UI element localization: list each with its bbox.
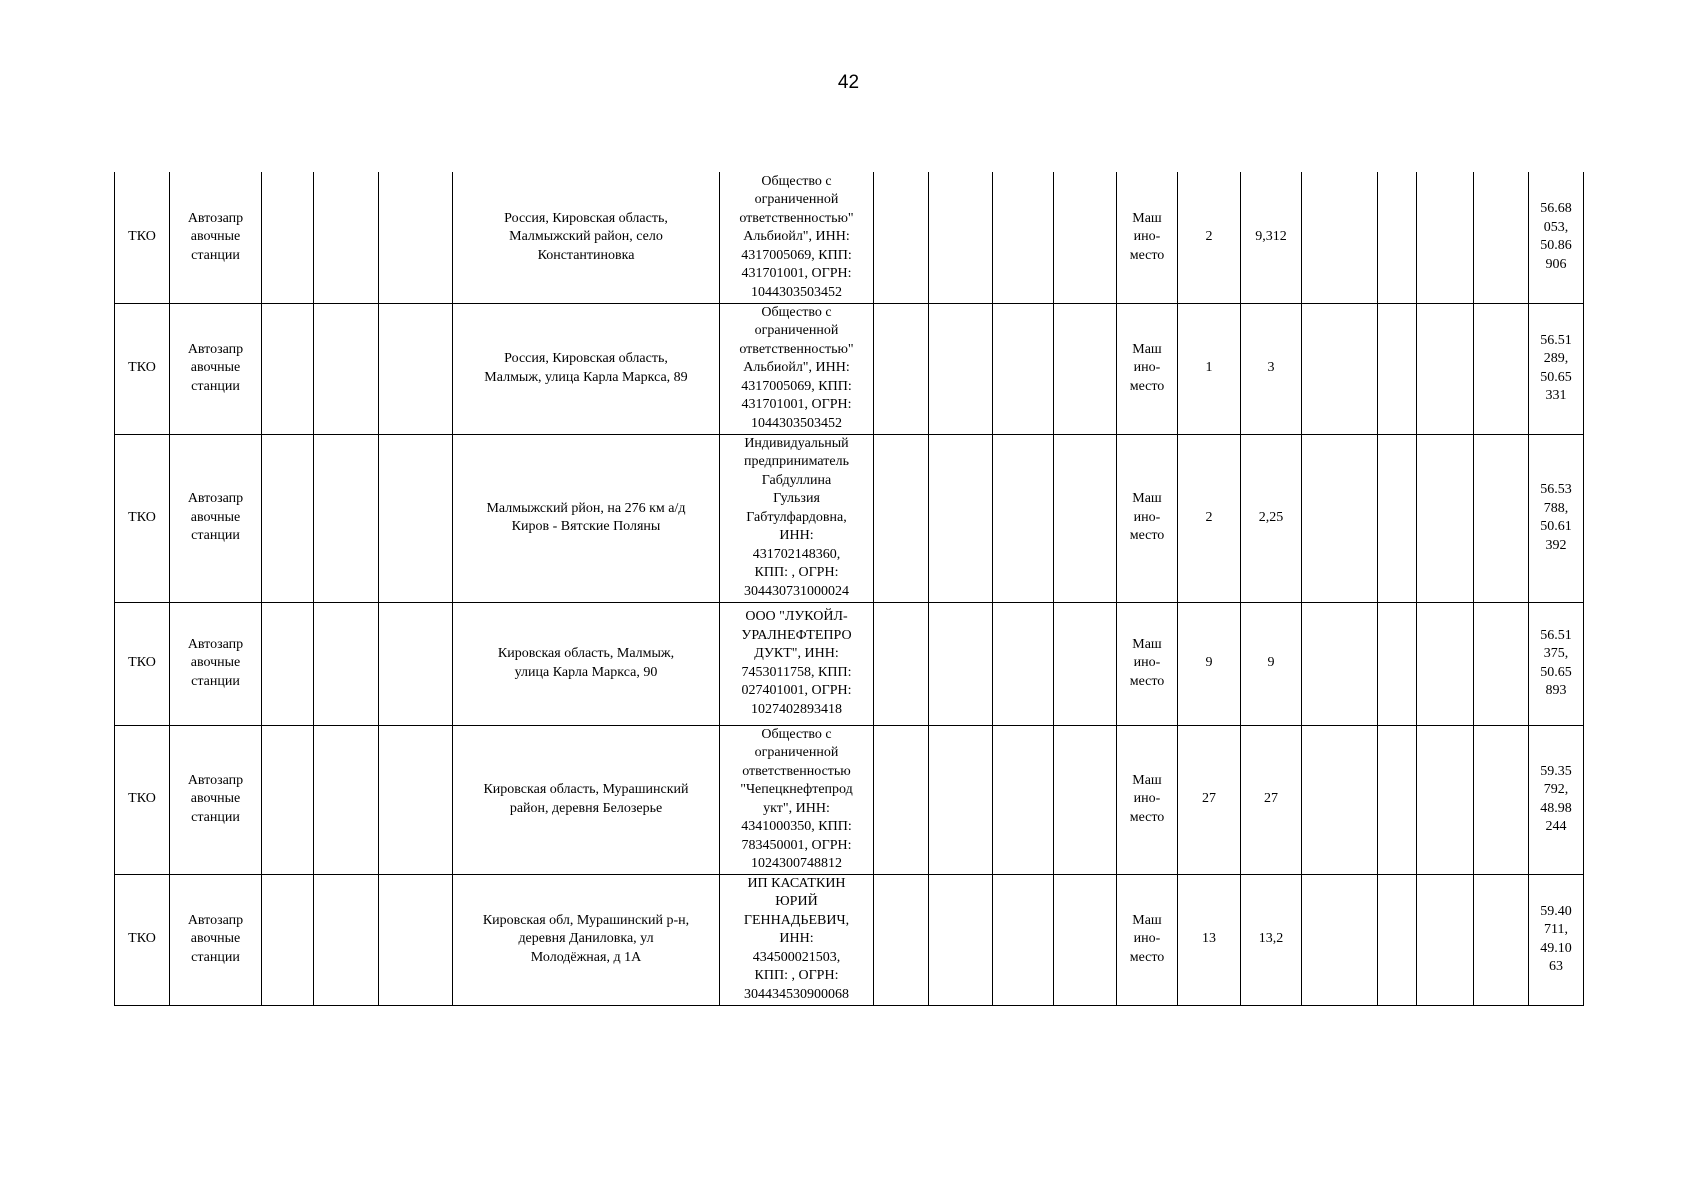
cell-empty	[1417, 172, 1474, 303]
cell-owner: ИП КАСАТКИН ЮРИЙ ГЕННАДЬЕВИЧ, ИНН: 434500021503, КПП: , ОГРН: 304434530900068	[720, 874, 874, 1005]
cell-value: 27	[1241, 725, 1302, 874]
cell-empty	[1302, 172, 1378, 303]
page-number: 42	[837, 72, 860, 93]
cell-coordinates: 56.51 289, 50.65 331	[1529, 303, 1584, 434]
cell-address: Кировская область, Малмыж, улица Карла Маркса, 90	[453, 602, 720, 725]
cell-empty	[1417, 725, 1474, 874]
cell-count: 2	[1178, 172, 1241, 303]
cell-empty	[262, 602, 314, 725]
cell-empty	[314, 434, 379, 602]
table-row	[115, 874, 1584, 1005]
cell-empty	[1474, 172, 1529, 303]
cell-empty	[1378, 172, 1417, 303]
cell-address: Россия, Кировская область, Малмыжский район, село Константиновка	[453, 172, 720, 303]
cell-unit: Маш ино- место	[1117, 172, 1178, 303]
cell-empty	[874, 434, 929, 602]
cell-empty	[262, 874, 314, 1005]
cell-coordinates: 56.51 375, 50.65 893	[1529, 602, 1584, 725]
cell-empty	[1474, 434, 1529, 602]
cell-value: 9,312	[1241, 172, 1302, 303]
cell-empty	[262, 172, 314, 303]
cell-empty	[1054, 303, 1117, 434]
cell-object-type: Автозапр авочные станции	[170, 602, 262, 725]
table-row	[115, 602, 1584, 725]
cell-empty	[1474, 303, 1529, 434]
cell-empty	[1302, 303, 1378, 434]
cell-owner: ООО "ЛУКОЙЛ- УРАЛНЕФТЕПРО ДУКТ", ИНН: 7453011758, КПП: 027401001, ОГРН: 1027402893418	[720, 602, 874, 725]
cell-empty	[1302, 725, 1378, 874]
cell-value: 2,25	[1241, 434, 1302, 602]
cell-empty	[1378, 303, 1417, 434]
cell-empty	[1378, 725, 1417, 874]
cell-empty	[379, 874, 453, 1005]
cell-empty	[1474, 725, 1529, 874]
cell-empty	[929, 602, 993, 725]
cell-empty	[1417, 434, 1474, 602]
cell-object-type: Автозапр авочные станции	[170, 434, 262, 602]
cell-unit: Маш ино- место	[1117, 725, 1178, 874]
cell-empty	[314, 725, 379, 874]
table-row	[115, 303, 1584, 434]
cell-empty	[993, 874, 1054, 1005]
cell-empty	[993, 303, 1054, 434]
cell-empty	[314, 303, 379, 434]
cell-object-type: Автозапр авочные станции	[170, 172, 262, 303]
cell-empty	[1302, 434, 1378, 602]
cell-empty	[262, 434, 314, 602]
cell-address: Кировская обл, Мурашинский р-н, деревня Даниловка, ул Молодёжная, д 1А	[453, 874, 720, 1005]
cell-empty	[874, 725, 929, 874]
cell-empty	[993, 172, 1054, 303]
cell-waste-type: ТКО	[115, 303, 170, 434]
cell-empty	[379, 725, 453, 874]
cell-empty	[929, 725, 993, 874]
cell-value: 9	[1241, 602, 1302, 725]
cell-empty	[1417, 874, 1474, 1005]
cell-owner: Общество с ограниченной ответственностью" Альбиойл", ИНН: 4317005069, КПП: 431701001, ОГРН: 1044303503452	[720, 303, 874, 434]
cell-empty	[1474, 602, 1529, 725]
cell-empty	[1302, 602, 1378, 725]
cell-owner: Общество с ограниченной ответственностью "Чепецкнефтепрод укт", ИНН: 4341000350, КПП: 783450001, ОГРН: 1024300748812	[720, 725, 874, 874]
cell-empty	[993, 725, 1054, 874]
cell-unit: Маш ино- место	[1117, 874, 1178, 1005]
cell-empty	[262, 303, 314, 434]
cell-empty	[874, 874, 929, 1005]
cell-empty	[314, 172, 379, 303]
cell-empty	[1054, 434, 1117, 602]
cell-empty	[379, 303, 453, 434]
cell-address: Россия, Кировская область, Малмыж, улица Карла Маркса, 89	[453, 303, 720, 434]
cell-empty	[1378, 602, 1417, 725]
cell-waste-type: ТКО	[115, 874, 170, 1005]
cell-empty	[929, 172, 993, 303]
cell-empty	[874, 602, 929, 725]
cell-empty	[1378, 874, 1417, 1005]
cell-empty	[1054, 172, 1117, 303]
cell-empty	[1417, 602, 1474, 725]
cell-empty	[1054, 874, 1117, 1005]
cell-empty	[1054, 602, 1117, 725]
cell-coordinates: 56.68 053, 50.86 906	[1529, 172, 1584, 303]
cell-owner: Общество с ограниченной ответственностью" Альбиойл", ИНН: 4317005069, КПП: 431701001, ОГРН: 1044303503452	[720, 172, 874, 303]
cell-count: 2	[1178, 434, 1241, 602]
cell-empty	[314, 874, 379, 1005]
cell-empty	[874, 172, 929, 303]
cell-count: 27	[1178, 725, 1241, 874]
cell-empty	[929, 434, 993, 602]
cell-empty	[379, 434, 453, 602]
cell-address: Кировская область, Мурашинский район, деревня Белозерье	[453, 725, 720, 874]
table-row	[115, 725, 1584, 874]
cell-address: Малмыжский рйон, на 276 км а/д Киров - Вятские Поляны	[453, 434, 720, 602]
cell-empty	[314, 602, 379, 725]
table-row	[115, 172, 1584, 303]
cell-object-type: Автозапр авочные станции	[170, 303, 262, 434]
cell-empty	[929, 303, 993, 434]
cell-coordinates: 59.40 711, 49.10 63	[1529, 874, 1584, 1005]
cell-object-type: Автозапр авочные станции	[170, 874, 262, 1005]
cell-waste-type: ТКО	[115, 434, 170, 602]
cell-unit: Маш ино- место	[1117, 434, 1178, 602]
cell-empty	[1054, 725, 1117, 874]
cell-coordinates: 56.53 788, 50.61 392	[1529, 434, 1584, 602]
cell-empty	[993, 434, 1054, 602]
table-row	[115, 434, 1584, 602]
cell-count: 1	[1178, 303, 1241, 434]
cell-value: 13,2	[1241, 874, 1302, 1005]
cell-count: 13	[1178, 874, 1241, 1005]
cell-waste-type: ТКО	[115, 725, 170, 874]
registry-table	[114, 172, 1584, 1006]
cell-empty	[874, 303, 929, 434]
cell-owner: Индивидуальный предприниматель Габдуллина Гульзия Габтулфардовна, ИНН: 431702148360, КПП: , ОГРН: 304430731000024	[720, 434, 874, 602]
cell-empty	[993, 602, 1054, 725]
cell-empty	[1378, 434, 1417, 602]
cell-unit: Маш ино- место	[1117, 602, 1178, 725]
cell-empty	[1474, 874, 1529, 1005]
cell-empty	[379, 602, 453, 725]
cell-count: 9	[1178, 602, 1241, 725]
cell-empty	[379, 172, 453, 303]
cell-empty	[1417, 303, 1474, 434]
cell-unit: Маш ино- место	[1117, 303, 1178, 434]
cell-empty	[1302, 874, 1378, 1005]
cell-empty	[929, 874, 993, 1005]
cell-coordinates: 59.35 792, 48.98 244	[1529, 725, 1584, 874]
cell-empty	[262, 725, 314, 874]
cell-value: 3	[1241, 303, 1302, 434]
cell-object-type: Автозапр авочные станции	[170, 725, 262, 874]
cell-waste-type: ТКО	[115, 602, 170, 725]
cell-waste-type: ТКО	[115, 172, 170, 303]
